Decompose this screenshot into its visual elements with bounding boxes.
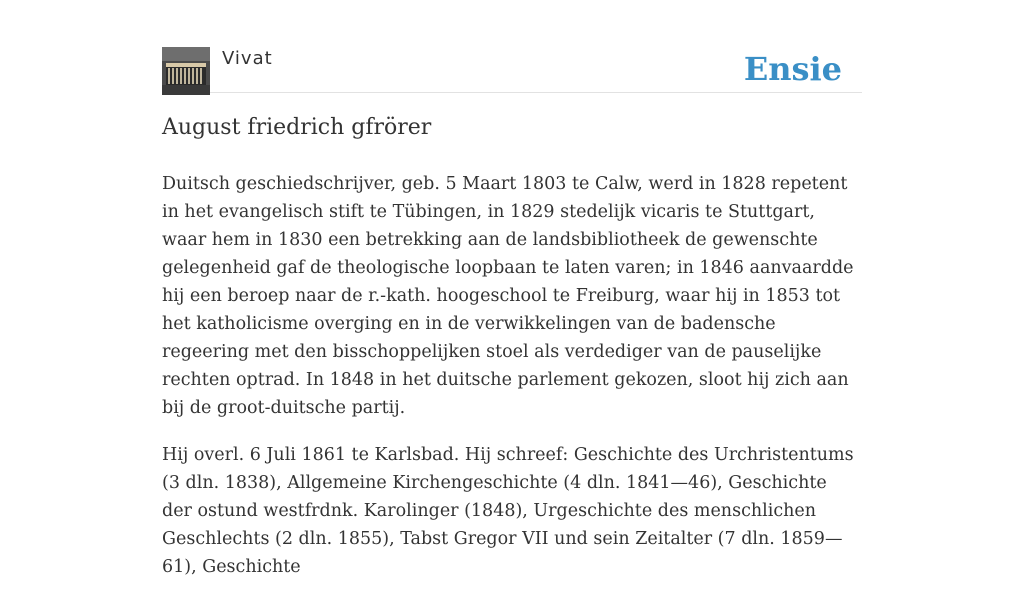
article-paragraph-1: Duitsch geschiedschrijver, geb. 5 Maart 1803 te Calw, werd in 1828 repetent in het evangelisch stift te Tübingen, in 1829 stedelijk vicaris te Stuttgart, waar hem in 1830 een betrekking aan de landsbibliotheek de gewenschte gelegenheid gaf de theologische loopbaan te laten varen; in 1846 aanvaardde hij een beroep naar de r.-kath. hoogeschool te Freiburg, waar hij in 1853 tot het katholicisme overging en in de verwikkelingen van de badensche regeering met den bisschoppelijken stoel als verdediger van de pauselijke rechten optrad. In 1848 in het duitsche parlement gekozen, sloot hij zich aan bij de groot-duitsche partij. (162, 174, 854, 418)
page-title: August friedrich gfrörer (162, 115, 432, 140)
site-header (162, 46, 862, 93)
brand-logo[interactable]: Ensie (743, 50, 842, 88)
books-avatar-icon (162, 47, 210, 95)
article-body (162, 170, 862, 600)
author-name[interactable]: Vivat (222, 48, 273, 69)
avatar[interactable] (162, 47, 210, 95)
article-paragraph-2: Hij overl. 6 Juli 1861 te Karlsbad. Hij schreef: Geschichte des Urchristentums (3 dln. 1838), Allgemeine Kirchengeschichte (4 dln. 1841—46), Geschichte der ostund westfrdnk. Karolinger (1848), Urgeschichte des menschlichen Geschlechts (2 dln. 1855), Tabst Gregor VII und sein Zeitalter (7 dln. 1859—61), Geschichte (162, 445, 854, 577)
